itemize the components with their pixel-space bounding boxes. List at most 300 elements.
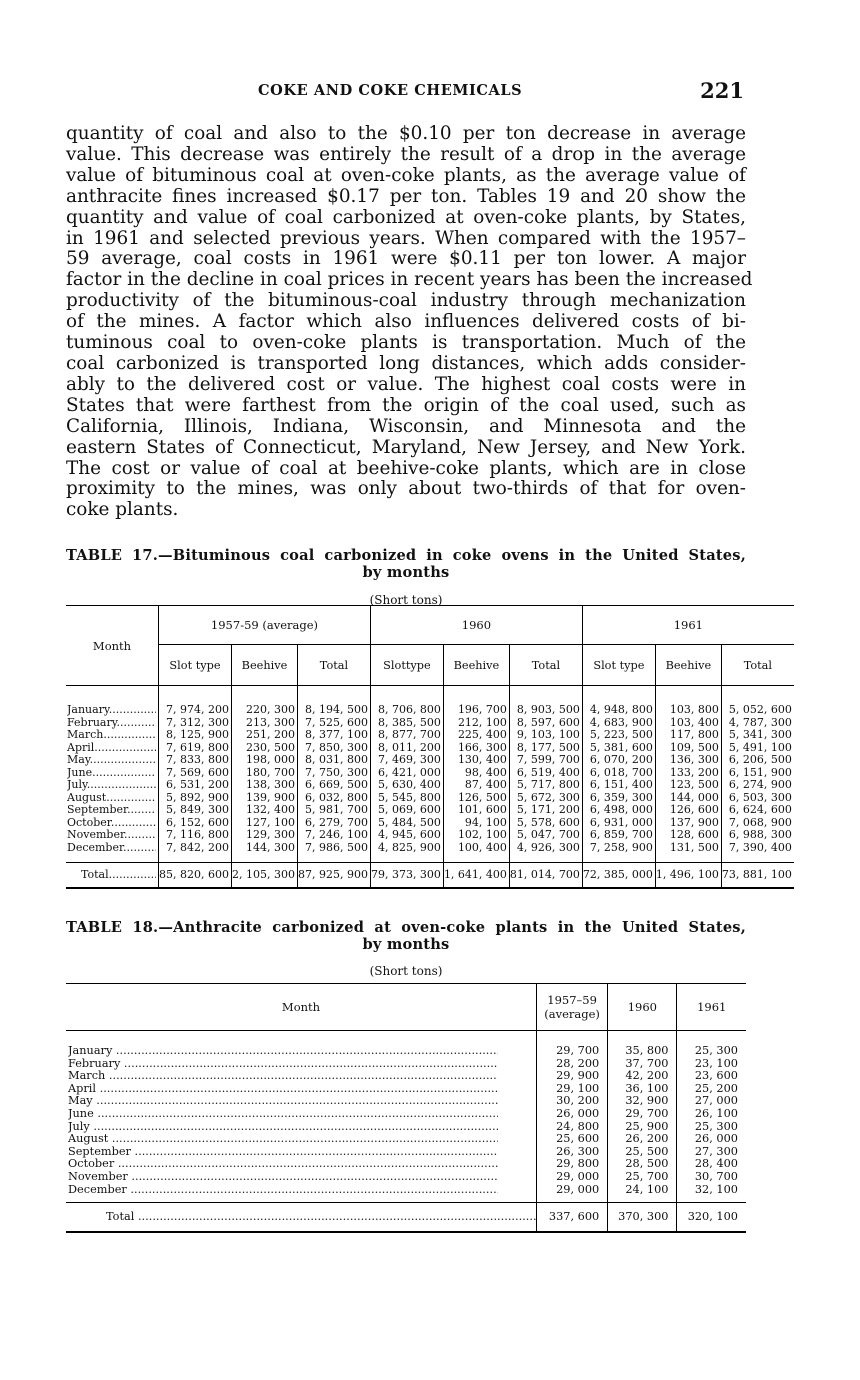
leader-dots <box>111 817 156 829</box>
value-cell: 85, 820, 600 <box>159 863 232 889</box>
value-cell: 6, 931, 000 <box>582 817 655 830</box>
value-cell: 94, 100 <box>443 817 509 830</box>
value-cell: 25, 300 <box>677 1121 746 1134</box>
leader-dots <box>114 1158 498 1170</box>
month-cell <box>66 779 159 792</box>
value-cell: 25, 900 <box>608 1121 677 1134</box>
month-cell <box>66 863 159 889</box>
value-cell: 36, 100 <box>608 1083 677 1096</box>
leader-dots <box>128 1171 498 1183</box>
month-label <box>67 767 156 780</box>
month-label <box>68 1121 498 1134</box>
value-cell: 6, 531, 200 <box>159 779 232 792</box>
month-cell <box>66 1121 537 1134</box>
value-cell: 6, 519, 400 <box>509 767 582 780</box>
value-cell: 7, 569, 600 <box>159 767 232 780</box>
value-cell: 73, 881, 100 <box>721 863 793 889</box>
value-cell: 5, 578, 600 <box>509 817 582 830</box>
table-row <box>66 1184 746 1203</box>
month-text: June <box>68 1107 94 1120</box>
month-label <box>68 1095 498 1108</box>
leader-dots <box>134 1211 536 1223</box>
value-cell: 35, 800 <box>608 1031 677 1058</box>
value-cell: 7, 116, 800 <box>159 829 232 842</box>
value-cell: 7, 258, 900 <box>582 842 655 863</box>
leader-dots <box>117 717 157 729</box>
value-cell: 126, 600 <box>655 804 721 817</box>
value-cell: 28, 200 <box>537 1058 608 1071</box>
value-cell: 7, 599, 700 <box>509 754 582 767</box>
value-cell: 7, 525, 600 <box>297 717 370 730</box>
month-text: February <box>67 716 117 729</box>
value-cell: 5, 630, 400 <box>370 779 443 792</box>
value-cell: 29, 000 <box>537 1171 608 1184</box>
value-cell: 5, 545, 800 <box>370 792 443 805</box>
value-cell: 30, 200 <box>537 1095 608 1108</box>
month-text: Total <box>106 1210 135 1223</box>
value-cell: 6, 624, 600 <box>721 804 793 817</box>
table17-title-line2: by months <box>362 564 450 581</box>
value-cell: 5, 069, 600 <box>370 804 443 817</box>
value-cell: 4, 948, 800 <box>582 686 655 717</box>
value-cell: 29, 700 <box>537 1031 608 1058</box>
table-row <box>66 1070 746 1083</box>
body-line: coal carbonized is transported long distances, which adds consider- <box>66 352 746 374</box>
month-label <box>67 792 156 805</box>
value-cell: 123, 500 <box>655 779 721 792</box>
body-line: States that were farthest from the origin of the coal used, such as <box>66 394 746 416</box>
value-cell: 7, 750, 300 <box>297 767 370 780</box>
table17-col-header: Slot type <box>582 645 655 686</box>
value-cell: 8, 377, 100 <box>297 729 370 742</box>
table17-col-header: Total <box>721 645 793 686</box>
value-cell: 7, 842, 200 <box>159 842 232 863</box>
month-cell <box>66 1146 537 1159</box>
leader-dots <box>109 704 156 716</box>
value-cell: 196, 700 <box>443 686 509 717</box>
table17 <box>66 605 794 889</box>
value-cell: 30, 700 <box>677 1171 746 1184</box>
body-line: productivity of the bituminous-coal industry through mechanization <box>66 290 746 312</box>
value-cell: 25, 500 <box>608 1146 677 1159</box>
body-paragraph <box>66 123 753 521</box>
value-cell: 4, 787, 300 <box>721 717 793 730</box>
table-row <box>66 754 794 767</box>
month-label <box>67 842 156 855</box>
value-cell: 7, 246, 100 <box>297 829 370 842</box>
value-cell: 24, 800 <box>537 1121 608 1134</box>
leader-dots <box>87 779 156 791</box>
table17-group-header: 1961 <box>582 606 793 645</box>
body-line: quantity and value of coal carbonized at oven-coke plants, by States, <box>66 206 746 228</box>
value-cell: 8, 877, 700 <box>370 729 443 742</box>
value-cell: 26, 000 <box>537 1108 608 1121</box>
month-text: July <box>67 779 87 791</box>
value-cell: 6, 018, 700 <box>582 767 655 780</box>
month-label <box>68 1158 498 1171</box>
value-cell: 79, 373, 300 <box>370 863 443 889</box>
table18 <box>66 983 746 1233</box>
value-cell: 6, 070, 200 <box>582 754 655 767</box>
value-cell: 27, 300 <box>677 1146 746 1159</box>
month-text: August <box>67 791 107 804</box>
month-label <box>68 1133 498 1146</box>
month-text: December <box>67 841 124 854</box>
value-cell: 26, 000 <box>677 1133 746 1146</box>
leader-dots <box>108 1133 498 1145</box>
value-cell: 26, 100 <box>677 1108 746 1121</box>
month-label <box>68 1146 498 1159</box>
month-text: November <box>68 1170 128 1183</box>
month-label <box>68 1184 498 1197</box>
month-label <box>68 1171 498 1184</box>
body-line: California, Illinois, Indiana, Wisconsin, and Minnesota and the <box>66 415 746 437</box>
value-cell: 26, 300 <box>537 1146 608 1159</box>
value-cell: 7, 312, 300 <box>159 717 232 730</box>
month-cell <box>66 1184 537 1203</box>
value-cell: 6, 359, 300 <box>582 792 655 805</box>
month-cell <box>66 1070 537 1083</box>
month-label <box>68 1045 498 1058</box>
value-cell: 29, 100 <box>537 1083 608 1096</box>
body-line: value. This decrease was entirely the result of a drop in the average <box>66 143 746 165</box>
value-cell: 136, 300 <box>655 754 721 767</box>
value-cell: 25, 700 <box>608 1171 677 1184</box>
value-cell: 7, 469, 300 <box>370 754 443 767</box>
leader-dots <box>90 1121 498 1133</box>
value-cell: 5, 341, 300 <box>721 729 793 742</box>
value-cell: 337, 600 <box>537 1203 608 1233</box>
month-text: March <box>68 1070 106 1083</box>
leader-dots <box>90 754 156 766</box>
value-cell: 25, 300 <box>677 1031 746 1058</box>
value-cell: 8, 177, 500 <box>509 742 582 755</box>
leader-dots <box>127 804 156 816</box>
value-cell: 6, 206, 500 <box>721 754 793 767</box>
month-cell <box>66 792 159 805</box>
body-line: coke plants. <box>66 499 179 521</box>
value-cell: 4, 945, 600 <box>370 829 443 842</box>
month-label <box>68 1070 498 1083</box>
month-cell <box>66 1083 537 1096</box>
value-cell: 7, 619, 800 <box>159 742 232 755</box>
running-title: COKE AND COKE CHEMICALS <box>258 82 523 99</box>
month-label <box>67 704 156 717</box>
table17-col-header: Total <box>509 645 582 686</box>
month-cell <box>66 729 159 742</box>
value-cell: 180, 700 <box>231 767 297 780</box>
month-text: December <box>68 1183 127 1196</box>
table17-col-header: Beehive <box>655 645 721 686</box>
table18-title-line1: TABLE 18.—Anthracite carbonized at oven-coke plants in the United States, <box>66 919 746 936</box>
value-cell: 8, 706, 800 <box>370 686 443 717</box>
table17-col-header: Slottype <box>370 645 443 686</box>
month-label <box>68 1058 498 1071</box>
table17-col-header: Beehive <box>443 645 509 686</box>
month-cell <box>66 842 159 863</box>
body-line: The cost or value of coal at beehive-coke plants, which are in close <box>66 457 746 479</box>
month-label <box>68 1211 536 1224</box>
value-cell: 98, 400 <box>443 767 509 780</box>
value-cell: 126, 500 <box>443 792 509 805</box>
value-cell: 25, 200 <box>677 1083 746 1096</box>
value-cell: 6, 279, 700 <box>297 817 370 830</box>
month-text: June <box>67 766 93 779</box>
table17-group-header: 1960 <box>370 606 582 645</box>
value-cell: 5, 171, 200 <box>509 804 582 817</box>
month-cell <box>66 742 159 755</box>
value-cell: 29, 000 <box>537 1184 608 1203</box>
month-cell <box>66 717 159 730</box>
value-cell: 6, 032, 800 <box>297 792 370 805</box>
value-cell: 8, 597, 600 <box>509 717 582 730</box>
value-cell: 127, 100 <box>231 817 297 830</box>
month-cell <box>66 1031 537 1058</box>
value-cell: 198, 000 <box>231 754 297 767</box>
leader-dots <box>92 767 156 779</box>
value-cell: 87, 400 <box>443 779 509 792</box>
value-cell: 137, 900 <box>655 817 721 830</box>
month-label <box>67 754 156 767</box>
value-cell: 24, 100 <box>608 1184 677 1203</box>
leader-dots <box>123 842 156 854</box>
month-text: September <box>68 1145 131 1158</box>
value-cell: 6, 274, 900 <box>721 779 793 792</box>
value-cell: 29, 700 <box>608 1108 677 1121</box>
month-cell <box>66 767 159 780</box>
month-label <box>67 729 156 742</box>
leader-dots <box>112 1045 498 1057</box>
value-cell: 139, 900 <box>231 792 297 805</box>
table-row <box>66 729 794 742</box>
value-cell: 6, 498, 000 <box>582 804 655 817</box>
value-cell: 72, 385, 000 <box>582 863 655 889</box>
month-cell <box>66 1203 537 1233</box>
month-cell <box>66 829 159 842</box>
month-label <box>68 1108 498 1121</box>
value-cell: 109, 500 <box>655 742 721 755</box>
leader-dots <box>94 742 156 754</box>
value-cell: 103, 400 <box>655 717 721 730</box>
value-cell: 133, 200 <box>655 767 721 780</box>
value-cell: 9, 103, 100 <box>509 729 582 742</box>
value-cell: 7, 986, 500 <box>297 842 370 863</box>
month-text: March <box>67 729 104 741</box>
value-cell: 144, 000 <box>655 792 721 805</box>
value-cell: 131, 500 <box>655 842 721 863</box>
value-cell: 28, 400 <box>677 1158 746 1171</box>
month-text: October <box>67 816 111 829</box>
table-row <box>66 829 794 842</box>
value-cell: 6, 151, 400 <box>582 779 655 792</box>
value-cell: 103, 800 <box>655 686 721 717</box>
month-label <box>67 804 156 817</box>
month-cell <box>66 686 159 717</box>
value-cell: 29, 900 <box>537 1070 608 1083</box>
month-label <box>67 869 156 882</box>
value-cell: 29, 800 <box>537 1158 608 1171</box>
month-label <box>67 717 156 730</box>
value-cell: 5, 047, 700 <box>509 829 582 842</box>
body-line: ably to the delivered cost or value. The highest coal costs were in <box>66 373 746 395</box>
month-cell <box>66 754 159 767</box>
value-cell: 230, 500 <box>231 742 297 755</box>
value-cell: 4, 926, 300 <box>509 842 582 863</box>
month-label <box>67 742 156 755</box>
body-line: anthracite fines increased $0.17 per ton. Tables 19 and 20 show the <box>66 185 746 207</box>
body-line: tuminous coal to oven-coke plants is transportation. Much of the <box>66 332 746 354</box>
value-cell: 1, 641, 400 <box>443 863 509 889</box>
value-cell: 8, 125, 900 <box>159 729 232 742</box>
table-row <box>66 1171 746 1184</box>
page-number: 221 <box>700 78 744 103</box>
month-text: February <box>68 1057 121 1070</box>
value-cell: 8, 031, 800 <box>297 754 370 767</box>
table17-month-header: Month <box>66 606 159 686</box>
value-cell: 320, 100 <box>677 1203 746 1233</box>
value-cell: 102, 100 <box>443 829 509 842</box>
value-cell: 8, 903, 500 <box>509 686 582 717</box>
leader-dots <box>103 729 156 741</box>
month-cell <box>66 1095 537 1108</box>
month-text: January <box>68 1045 113 1057</box>
table-row <box>66 1203 746 1233</box>
value-cell: 5, 672, 300 <box>509 792 582 805</box>
table17-title-line1: TABLE 17.—Bituminous coal carbonized in coke ovens in the United States, <box>66 547 746 564</box>
value-cell: 28, 500 <box>608 1158 677 1171</box>
body-line: value of bituminous coal at oven-coke plants, as the average value of <box>66 164 746 186</box>
value-cell: 251, 200 <box>231 729 297 742</box>
month-cell <box>66 1133 537 1146</box>
body-line: quantity of coal and also to the $0.10 per ton decrease in average <box>66 123 746 144</box>
value-cell: 5, 892, 900 <box>159 792 232 805</box>
value-cell: 212, 100 <box>443 717 509 730</box>
value-cell: 225, 400 <box>443 729 509 742</box>
month-text: July <box>68 1120 90 1133</box>
table-row <box>66 863 794 889</box>
month-cell <box>66 804 159 817</box>
table-row <box>66 1133 746 1146</box>
value-cell: 7, 390, 400 <box>721 842 793 863</box>
table18-title-line2: by months <box>362 936 450 953</box>
table18-month-header: Month <box>66 984 537 1031</box>
leader-dots <box>105 1070 498 1082</box>
table18-col-header: 1960 <box>608 984 677 1031</box>
body-line: eastern States of Connecticut, Maryland, New Jersey, and New York. <box>66 436 746 458</box>
value-cell: 5, 381, 600 <box>582 742 655 755</box>
leader-dots <box>96 1083 498 1095</box>
leader-dots <box>120 1058 498 1070</box>
table17-unit: (Short tons) <box>369 593 443 607</box>
table17-col-header: Total <box>297 645 370 686</box>
leader-dots <box>131 1146 498 1158</box>
value-cell: 370, 300 <box>608 1203 677 1233</box>
month-text: November <box>67 829 125 841</box>
value-cell: 5, 849, 300 <box>159 804 232 817</box>
month-text: April <box>67 741 95 754</box>
value-cell: 101, 600 <box>443 804 509 817</box>
value-cell: 8, 194, 500 <box>297 686 370 717</box>
table18-col-header <box>537 984 608 1031</box>
table-row <box>66 1108 746 1121</box>
value-cell: 5, 484, 500 <box>370 817 443 830</box>
month-text: September <box>67 804 128 816</box>
month-label <box>68 1083 498 1096</box>
value-cell: 5, 491, 100 <box>721 742 793 755</box>
value-cell: 5, 052, 600 <box>721 686 793 717</box>
value-cell: 2, 105, 300 <box>231 863 297 889</box>
running-head <box>66 78 746 104</box>
table-row <box>66 1031 746 1058</box>
table18-col1-line1: 1957–59 <box>547 993 597 1007</box>
value-cell: 8, 385, 500 <box>370 717 443 730</box>
value-cell: 26, 200 <box>608 1133 677 1146</box>
month-cell <box>66 1108 537 1121</box>
month-text: August <box>68 1133 109 1146</box>
table-row <box>66 779 794 792</box>
value-cell: 6, 421, 000 <box>370 767 443 780</box>
body-line: of the mines. A factor which also influences delivered costs of bi- <box>66 311 746 333</box>
body-line: proximity to the mines, was only about two-thirds of that for oven- <box>66 478 746 500</box>
value-cell: 6, 988, 300 <box>721 829 793 842</box>
value-cell: 6, 151, 900 <box>721 767 793 780</box>
value-cell: 32, 100 <box>677 1184 746 1203</box>
value-cell: 5, 717, 800 <box>509 779 582 792</box>
value-cell: 7, 068, 900 <box>721 817 793 830</box>
value-cell: 6, 859, 700 <box>582 829 655 842</box>
value-cell: 42, 200 <box>608 1070 677 1083</box>
value-cell: 100, 400 <box>443 842 509 863</box>
body-line: in 1961 and selected previous years. When compared with the 1957– <box>66 227 746 249</box>
table17-group-header: 1957-59 (average) <box>159 606 371 645</box>
value-cell: 8, 011, 200 <box>370 742 443 755</box>
month-label <box>67 829 156 842</box>
value-cell: 27, 000 <box>677 1095 746 1108</box>
table18-unit: (Short tons) <box>369 964 443 978</box>
value-cell: 6, 152, 600 <box>159 817 232 830</box>
month-cell <box>66 1171 537 1184</box>
value-cell: 37, 700 <box>608 1058 677 1071</box>
value-cell: 87, 925, 900 <box>297 863 370 889</box>
month-text: May <box>67 754 90 766</box>
table-row <box>66 804 794 817</box>
table18-col1-line2: (average) <box>544 1007 600 1021</box>
value-cell: 220, 300 <box>231 686 297 717</box>
value-cell: 130, 400 <box>443 754 509 767</box>
month-text: April <box>68 1082 97 1095</box>
leader-dots <box>93 1095 498 1107</box>
value-cell: 128, 600 <box>655 829 721 842</box>
value-cell: 5, 223, 500 <box>582 729 655 742</box>
value-cell: 4, 825, 900 <box>370 842 443 863</box>
table17-title <box>66 547 746 581</box>
month-text: Total <box>81 868 109 881</box>
month-text: January <box>67 704 109 716</box>
value-cell: 144, 300 <box>231 842 297 863</box>
leader-dots <box>94 1108 498 1120</box>
value-cell: 7, 833, 800 <box>159 754 232 767</box>
month-label <box>67 779 156 792</box>
table17-col-header: Slot type <box>159 645 232 686</box>
value-cell: 81, 014, 700 <box>509 863 582 889</box>
month-cell <box>66 1158 537 1171</box>
month-text: May <box>68 1095 93 1108</box>
month-cell <box>66 817 159 830</box>
value-cell: 5, 981, 700 <box>297 804 370 817</box>
leader-dots <box>124 829 156 841</box>
month-label <box>67 817 156 830</box>
value-cell: 25, 600 <box>537 1133 608 1146</box>
